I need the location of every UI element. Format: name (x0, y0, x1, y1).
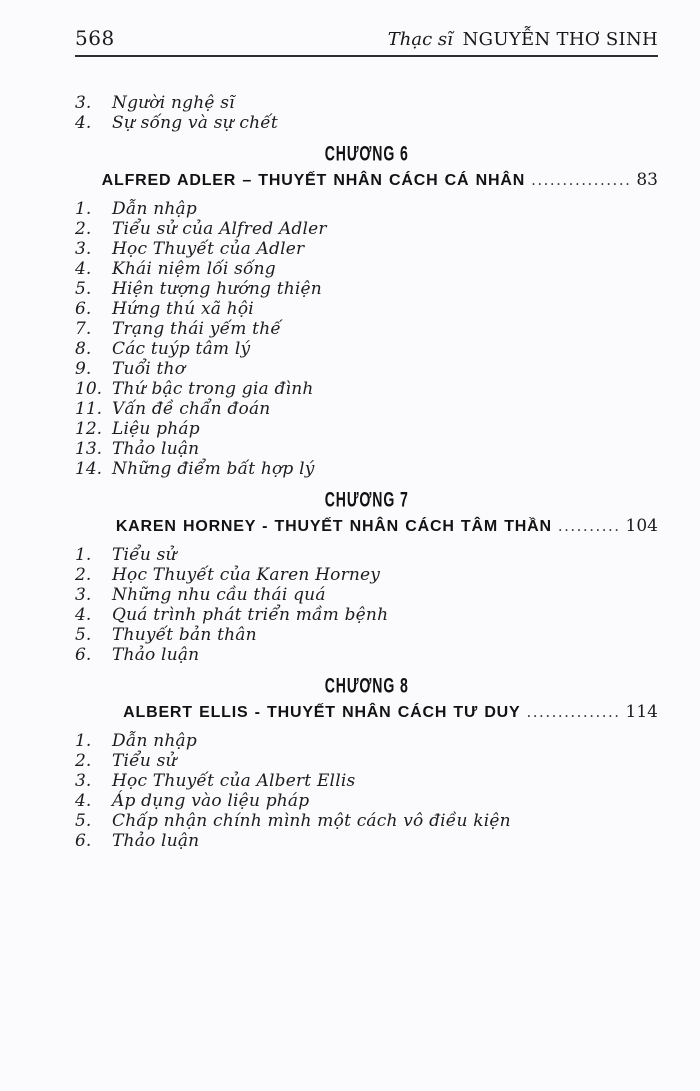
toc-entry-title: Học Thuyết của Albert Ellis (112, 771, 356, 791)
chapter-page-number: 104 (625, 516, 658, 536)
toc-entry (75, 239, 658, 259)
toc-entry-title: Áp dụng vào liệu pháp (112, 791, 310, 811)
chapter-page-number: 114 (625, 702, 658, 722)
toc-entry-title: Tiểu sử của Alfred Adler (112, 219, 327, 239)
folio-page-number: 568 (75, 26, 115, 50)
toc-entry-title: Tiểu sử (112, 545, 177, 565)
toc-entry (75, 339, 658, 359)
toc-entry-title: Chấp nhận chính mình một cách vô điều kiện (112, 811, 511, 831)
toc-entry-number: 3. (75, 239, 92, 259)
toc-entry-number: 9. (75, 359, 92, 379)
toc-entry-title: Trạng thái yếm thế (112, 319, 282, 339)
toc-entry-title: Quá trình phát triển mầm bệnh (112, 605, 389, 625)
chapter-item-list (75, 731, 658, 851)
toc-entry-number: 8. (75, 339, 92, 359)
table-of-contents (75, 93, 658, 851)
toc-entry-number: 14. (75, 459, 103, 479)
toc-entry (75, 731, 658, 751)
toc-entry-title: Tiểu sử (112, 751, 177, 771)
dot-leader: ................ (531, 171, 632, 189)
toc-entry (75, 359, 658, 379)
toc-entry-number: 7. (75, 319, 92, 339)
chapter-title-row (75, 170, 658, 190)
chapter-page-number: 83 (636, 170, 658, 190)
toc-entry (75, 379, 658, 399)
toc-entry (75, 545, 658, 565)
toc-entry-number: 4. (75, 605, 92, 625)
toc-entry (75, 751, 658, 771)
toc-entry (75, 113, 658, 133)
toc-entry-number: 5. (75, 625, 92, 645)
chapter-label: CHƯƠNG 7 (324, 489, 409, 512)
toc-entry-title: Học Thuyết của Karen Horney (112, 565, 381, 585)
toc-entry (75, 219, 658, 239)
toc-entry (75, 625, 658, 645)
running-title-prefix: Thạc sĩ (387, 29, 453, 50)
page-header (75, 26, 658, 57)
toc-entry-number: 12. (75, 419, 103, 439)
toc-entry-number: 1. (75, 199, 92, 219)
toc-entry-number: 3. (75, 93, 92, 113)
toc-entry (75, 585, 658, 605)
toc-entry (75, 771, 658, 791)
toc-entry-title: Dẫn nhập (112, 731, 197, 751)
chapter-title: ALFRED ADLER – THUYẾT NHÂN CÁCH CÁ NHÂN (101, 172, 526, 189)
toc-entry-number: 6. (75, 831, 92, 851)
toc-entry-number: 13. (75, 439, 103, 459)
chapter-title: KAREN HORNEY - THUYẾT NHÂN CÁCH TÂM THẦN (115, 518, 552, 535)
toc-entry-number: 2. (75, 751, 92, 771)
toc-chapter-list (75, 145, 658, 851)
toc-entry (75, 279, 658, 299)
toc-entry-title: Học Thuyết của Adler (112, 239, 305, 259)
toc-entry-number: 2. (75, 565, 92, 585)
toc-entry-number: 2. (75, 219, 92, 239)
dot-leader: ............... (526, 703, 621, 721)
toc-entry-number: 6. (75, 645, 92, 665)
toc-entry (75, 299, 658, 319)
toc-entry (75, 319, 658, 339)
toc-entry-number: 11. (75, 399, 103, 419)
toc-entry (75, 645, 658, 665)
toc-entry-title: Khái niệm lối sống (112, 259, 276, 279)
chapter-title-row (75, 516, 658, 536)
toc-entry-number: 5. (75, 279, 92, 299)
chapter-item-list (75, 545, 658, 665)
running-title-author: NGUYỄN THƠ SINH (462, 29, 658, 50)
toc-continued-item-list (75, 93, 658, 133)
toc-entry-number: 4. (75, 791, 92, 811)
chapter-section (75, 491, 658, 665)
toc-entry-title: Những điểm bất hợp lý (112, 459, 315, 479)
toc-entry (75, 259, 658, 279)
toc-entry (75, 399, 658, 419)
toc-entry-title: Thảo luận (112, 439, 200, 459)
toc-entry-number: 4. (75, 113, 92, 133)
toc-entry-number: 1. (75, 545, 92, 565)
toc-entry-title: Thứ bậc trong gia đình (112, 379, 314, 399)
toc-entry-title: Vấn đề chẩn đoán (112, 399, 271, 419)
toc-entry (75, 791, 658, 811)
toc-entry (75, 93, 658, 113)
toc-entry-title: Các tuýp tâm lý (112, 339, 251, 359)
chapter-title-row (75, 702, 658, 722)
toc-entry-title: Thuyết bản thân (112, 625, 257, 645)
toc-entry-title: Dẫn nhập (112, 199, 197, 219)
toc-entry-title: Hứng thú xã hội (112, 299, 254, 319)
toc-entry (75, 439, 658, 459)
toc-entry-number: 1. (75, 731, 92, 751)
toc-entry-title: Thảo luận (112, 645, 200, 665)
toc-entry-title: Người nghệ sĩ (112, 93, 235, 113)
toc-entry-number: 5. (75, 811, 92, 831)
toc-entry-title: Những nhu cầu thái quá (112, 585, 326, 605)
running-title (388, 29, 658, 50)
chapter-title: ALBERT ELLIS - THUYẾT NHÂN CÁCH TƯ DUY (123, 704, 521, 721)
chapter-item-list (75, 199, 658, 479)
toc-entry (75, 199, 658, 219)
toc-entry-number: 3. (75, 771, 92, 791)
dot-leader: .......... (557, 517, 621, 535)
toc-entry (75, 459, 658, 479)
toc-entry-title: Sự sống và sự chết (112, 113, 278, 133)
chapter-label: CHƯƠNG 6 (324, 143, 409, 166)
toc-entry (75, 419, 658, 439)
toc-entry (75, 811, 658, 831)
toc-entry (75, 831, 658, 851)
toc-entry-number: 4. (75, 259, 92, 279)
toc-entry (75, 605, 658, 625)
chapter-label: CHƯƠNG 8 (324, 675, 409, 698)
toc-entry (75, 565, 658, 585)
toc-entry-number: 3. (75, 585, 92, 605)
toc-entry-title: Thảo luận (112, 831, 200, 851)
toc-entry-number: 6. (75, 299, 92, 319)
chapter-section (75, 145, 658, 479)
toc-entry-title: Tuổi thơ (112, 359, 186, 379)
toc-entry-title: Hiện tượng hướng thiện (112, 279, 322, 299)
chapter-section (75, 677, 658, 851)
toc-entry-title: Liệu pháp (112, 419, 200, 439)
toc-entry-number: 10. (75, 379, 103, 399)
